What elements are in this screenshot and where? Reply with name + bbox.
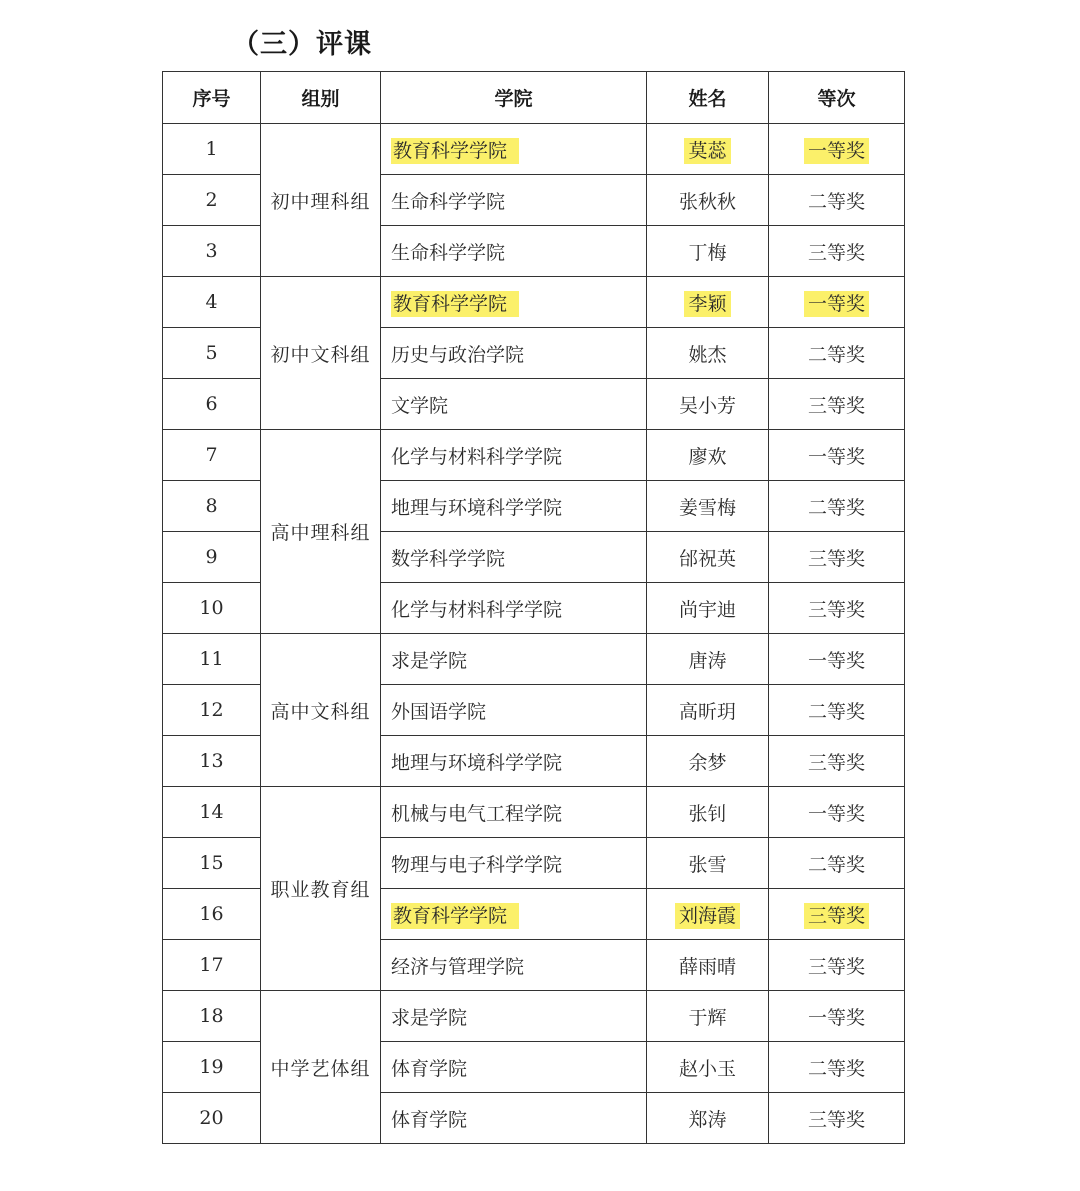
cell-rank <box>769 736 905 787</box>
cell-rank <box>769 991 905 1042</box>
college-text: 机械与电气工程学院 <box>391 802 563 825</box>
cell-serial: 3 <box>163 226 261 277</box>
cell-rank <box>769 226 905 277</box>
college-text: 教育科学学院 <box>391 903 519 929</box>
cell-college <box>381 634 647 685</box>
header-college: 学院 <box>381 72 647 124</box>
cell-name <box>647 277 769 328</box>
cell-serial: 13 <box>163 736 261 787</box>
cell-name <box>647 889 769 940</box>
section-title: （三）评课 <box>232 29 372 60</box>
college-text: 生命科学学院 <box>391 241 506 264</box>
name-text: 郑涛 <box>688 1108 727 1131</box>
cell-group: 初中理科组 <box>261 124 381 277</box>
header-group: 组别 <box>261 72 381 124</box>
cell-rank <box>769 940 905 991</box>
cell-rank <box>769 175 905 226</box>
rank-text: 一等奖 <box>807 445 865 468</box>
cell-serial: 1 <box>163 124 261 175</box>
cell-college <box>381 481 647 532</box>
rank-text: 三等奖 <box>807 1108 865 1131</box>
cell-serial: 9 <box>163 532 261 583</box>
cell-group: 职业教育组 <box>261 787 381 991</box>
cell-name <box>647 328 769 379</box>
rank-text: 二等奖 <box>807 496 865 519</box>
cell-college <box>381 277 647 328</box>
cell-rank <box>769 481 905 532</box>
cell-college <box>381 991 647 1042</box>
cell-college <box>381 583 647 634</box>
cell-rank <box>769 838 905 889</box>
cell-college <box>381 175 647 226</box>
cell-rank <box>769 634 905 685</box>
rank-text: 三等奖 <box>807 955 865 978</box>
cell-name <box>647 1093 769 1144</box>
rank-text: 一等奖 <box>807 1006 865 1029</box>
table-row <box>163 787 905 838</box>
cell-name <box>647 583 769 634</box>
cell-college <box>381 124 647 175</box>
cell-name <box>647 430 769 481</box>
cell-serial: 7 <box>163 430 261 481</box>
cell-rank <box>769 1093 905 1144</box>
cell-serial: 5 <box>163 328 261 379</box>
cell-rank <box>769 685 905 736</box>
cell-serial: 18 <box>163 991 261 1042</box>
cell-group: 高中理科组 <box>261 430 381 634</box>
college-text: 数学科学学院 <box>391 547 506 570</box>
table-row <box>163 124 905 175</box>
cell-serial: 12 <box>163 685 261 736</box>
college-text: 经济与管理学院 <box>391 955 525 978</box>
cell-group: 高中文科组 <box>261 634 381 787</box>
cell-rank <box>769 583 905 634</box>
cell-college <box>381 787 647 838</box>
cell-serial: 16 <box>163 889 261 940</box>
cell-name <box>647 1042 769 1093</box>
cell-college <box>381 1042 647 1093</box>
name-text: 赵小玉 <box>678 1057 736 1080</box>
cell-name <box>647 787 769 838</box>
header-serial: 序号 <box>163 72 261 124</box>
name-text: 张雪 <box>688 853 727 876</box>
cell-name <box>647 124 769 175</box>
cell-serial: 8 <box>163 481 261 532</box>
cell-name <box>647 634 769 685</box>
rank-text: 二等奖 <box>807 700 865 723</box>
cell-name <box>647 226 769 277</box>
college-text: 化学与材料科学学院 <box>391 598 563 621</box>
header-rank: 等次 <box>769 72 905 124</box>
name-text: 吴小芳 <box>678 394 736 417</box>
cell-serial: 19 <box>163 1042 261 1093</box>
rank-text: 三等奖 <box>807 241 865 264</box>
cell-name <box>647 379 769 430</box>
name-text: 薛雨晴 <box>678 955 736 978</box>
cell-college <box>381 328 647 379</box>
cell-serial: 2 <box>163 175 261 226</box>
cell-serial: 11 <box>163 634 261 685</box>
cell-college <box>381 226 647 277</box>
cell-serial: 15 <box>163 838 261 889</box>
cell-rank <box>769 328 905 379</box>
cell-serial: 14 <box>163 787 261 838</box>
cell-college <box>381 1093 647 1144</box>
rank-text: 三等奖 <box>807 547 865 570</box>
cell-rank <box>769 889 905 940</box>
cell-name <box>647 481 769 532</box>
name-text: 姜雪梅 <box>678 496 736 519</box>
cell-name <box>647 940 769 991</box>
name-text: 刘海霞 <box>675 903 740 929</box>
cell-college <box>381 430 647 481</box>
cell-college <box>381 889 647 940</box>
cell-serial: 4 <box>163 277 261 328</box>
rank-text: 三等奖 <box>807 394 865 417</box>
cell-college <box>381 532 647 583</box>
college-text: 文学院 <box>391 394 449 417</box>
table-row <box>163 634 905 685</box>
college-text: 求是学院 <box>391 1006 468 1029</box>
college-text: 求是学院 <box>391 649 468 672</box>
table-row <box>163 430 905 481</box>
cell-name <box>647 991 769 1042</box>
name-text: 张秋秋 <box>678 190 736 213</box>
table-row <box>163 277 905 328</box>
cell-college <box>381 940 647 991</box>
college-text: 教育科学学院 <box>391 138 519 164</box>
cell-college <box>381 838 647 889</box>
cell-group: 初中文科组 <box>261 277 381 430</box>
cell-college <box>381 379 647 430</box>
cell-serial: 17 <box>163 940 261 991</box>
cell-serial: 6 <box>163 379 261 430</box>
name-text: 于辉 <box>688 1006 727 1029</box>
cell-name <box>647 736 769 787</box>
name-text: 李颖 <box>684 291 730 317</box>
cell-name <box>647 532 769 583</box>
table-row <box>163 991 905 1042</box>
name-text: 廖欢 <box>688 445 727 468</box>
rank-text: 二等奖 <box>807 343 865 366</box>
name-text: 张钊 <box>688 802 727 825</box>
rank-text: 一等奖 <box>807 802 865 825</box>
name-text: 邰祝英 <box>678 547 736 570</box>
cell-name <box>647 685 769 736</box>
name-text: 丁梅 <box>688 241 727 264</box>
rank-text: 三等奖 <box>807 751 865 774</box>
name-text: 余梦 <box>688 751 727 774</box>
cell-college <box>381 736 647 787</box>
college-text: 教育科学学院 <box>391 291 519 317</box>
awards-table <box>162 71 905 1144</box>
college-text: 体育学院 <box>391 1108 468 1131</box>
cell-college <box>381 685 647 736</box>
college-text: 地理与环境科学学院 <box>391 751 563 774</box>
rank-text: 一等奖 <box>807 649 865 672</box>
college-text: 外国语学院 <box>391 700 487 723</box>
name-text: 姚杰 <box>688 343 727 366</box>
cell-name <box>647 175 769 226</box>
rank-text: 一等奖 <box>804 138 869 164</box>
name-text: 唐涛 <box>688 649 727 672</box>
cell-rank <box>769 379 905 430</box>
name-text: 高昕玥 <box>678 700 736 723</box>
cell-rank <box>769 124 905 175</box>
cell-rank <box>769 277 905 328</box>
rank-text: 一等奖 <box>804 291 869 317</box>
rank-text: 三等奖 <box>804 903 869 929</box>
table-body <box>163 124 905 1144</box>
college-text: 地理与环境科学学院 <box>391 496 563 519</box>
table-header-row <box>163 72 905 124</box>
rank-text: 二等奖 <box>807 1057 865 1080</box>
header-name: 姓名 <box>647 72 769 124</box>
cell-serial: 10 <box>163 583 261 634</box>
cell-serial: 20 <box>163 1093 261 1144</box>
college-text: 生命科学学院 <box>391 190 506 213</box>
rank-text: 三等奖 <box>807 598 865 621</box>
cell-rank <box>769 532 905 583</box>
name-text: 莫蕊 <box>684 138 730 164</box>
cell-rank <box>769 1042 905 1093</box>
rank-text: 二等奖 <box>807 853 865 876</box>
cell-group: 中学艺体组 <box>261 991 381 1144</box>
cell-rank <box>769 787 905 838</box>
college-text: 化学与材料科学学院 <box>391 445 563 468</box>
college-text: 物理与电子科学学院 <box>391 853 563 876</box>
cell-rank <box>769 430 905 481</box>
name-text: 尚宇迪 <box>678 598 736 621</box>
college-text: 历史与政治学院 <box>391 343 525 366</box>
cell-name <box>647 838 769 889</box>
college-text: 体育学院 <box>391 1057 468 1080</box>
rank-text: 二等奖 <box>807 190 865 213</box>
